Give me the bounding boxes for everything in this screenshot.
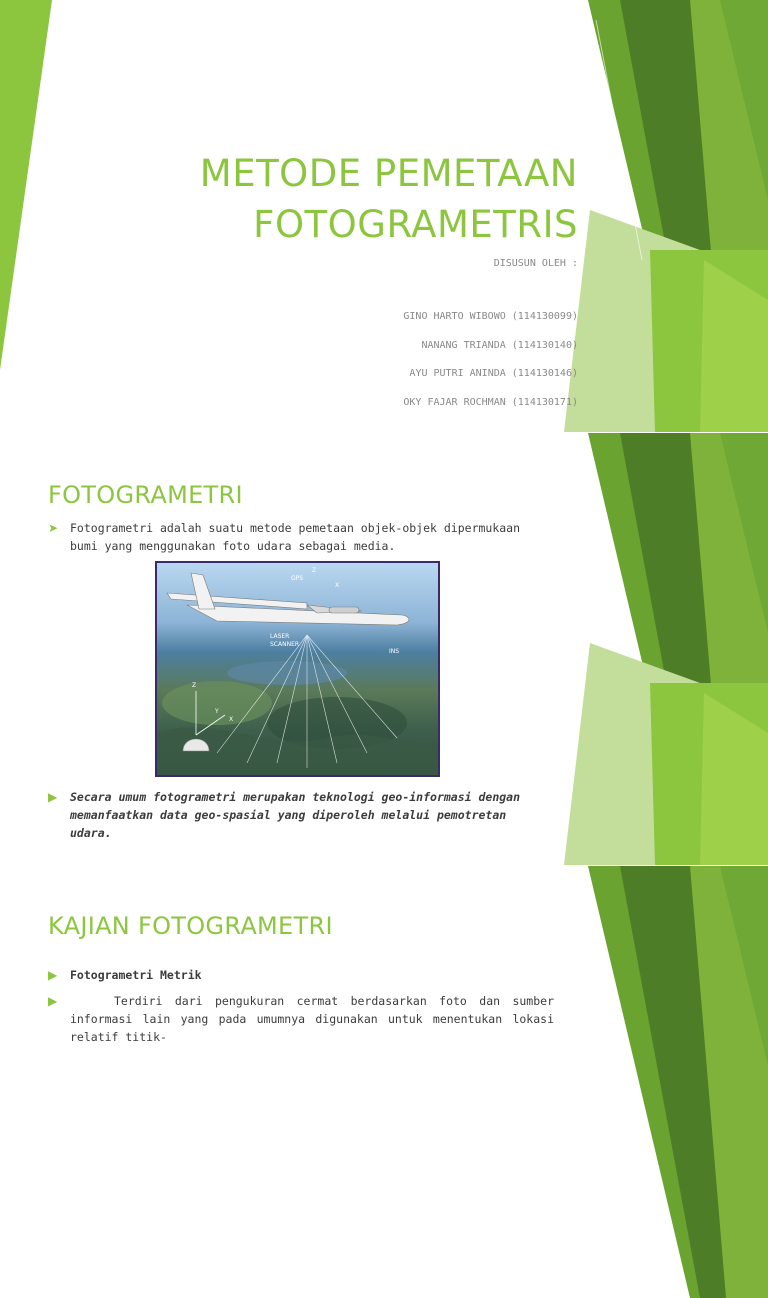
x-top-label: X bbox=[335, 582, 340, 589]
slide-heading: FOTOGRAMETRI bbox=[48, 481, 243, 509]
triangle-bullet-icon: ▶ bbox=[48, 994, 58, 1008]
bullet-item bbox=[48, 966, 554, 984]
bullet-text: Fotogrametri Metrik bbox=[70, 968, 202, 982]
fotogrametri-slide bbox=[0, 433, 768, 865]
title-slide bbox=[0, 0, 768, 432]
bullet-text: Fotogrametri adalah suatu metode pemetaan objek-objek dipermukaan bumi yang menggunakan foto udara sebagai media. bbox=[70, 521, 521, 553]
y-ground-label: Y bbox=[215, 708, 219, 715]
chevron-bullet-icon: ➤ bbox=[48, 521, 59, 535]
x-ground-label: X bbox=[229, 716, 234, 723]
bullet-item bbox=[48, 519, 554, 555]
airplane-laser-scanner-illustration bbox=[157, 563, 438, 775]
title-line-2: FOTOGRAMETRIS bbox=[253, 203, 578, 246]
bullet-text: Secara umum fotogrametri merupakan teknologi geo-informasi dengan memanfaatkan data geo-spasial yang diperoleh melalui pemotretan udara. bbox=[70, 790, 521, 840]
z-top-label: Z bbox=[312, 567, 317, 574]
bullet-text: Terdiri dari pengukuran cermat berdasarkan foto dan sumber informasi lain yang pada umumnya digunakan untuk menentukan lokasi relatif titik- bbox=[70, 994, 554, 1044]
z-ground-label: Z bbox=[192, 682, 197, 689]
laser-label: LASER bbox=[270, 633, 290, 640]
ins-label: INS bbox=[389, 648, 400, 655]
triangle-bullet-icon: ▶ bbox=[48, 790, 58, 804]
bullet-item bbox=[48, 992, 554, 1046]
title-line-1: METODE PEMETAAN bbox=[199, 152, 578, 195]
triangle-bullet-icon: ▶ bbox=[48, 968, 58, 982]
scanner-label: SCANNER bbox=[270, 641, 300, 648]
author-1: GINO HARTO WIBOWO (114130099) bbox=[403, 311, 578, 322]
slide-heading: KAJIAN FOTOGRAMETRI bbox=[48, 912, 333, 940]
bullet-item bbox=[48, 788, 554, 842]
aerial-photo bbox=[155, 561, 440, 777]
kajian-fotogrametri-slide bbox=[0, 866, 768, 1044]
gps-top-label: GPS bbox=[291, 575, 304, 582]
author-2: NANANG TRIANDA (114130140) bbox=[421, 340, 578, 351]
airplane bbox=[167, 573, 409, 625]
subtitle: DISUSUN OLEH : bbox=[493, 258, 578, 269]
presentation-title bbox=[200, 148, 578, 250]
author-3: AYU PUTRI ANINDA (114130146) bbox=[409, 368, 578, 379]
author-4: OKY FAJAR ROCHMAN (114130171) bbox=[403, 397, 578, 408]
